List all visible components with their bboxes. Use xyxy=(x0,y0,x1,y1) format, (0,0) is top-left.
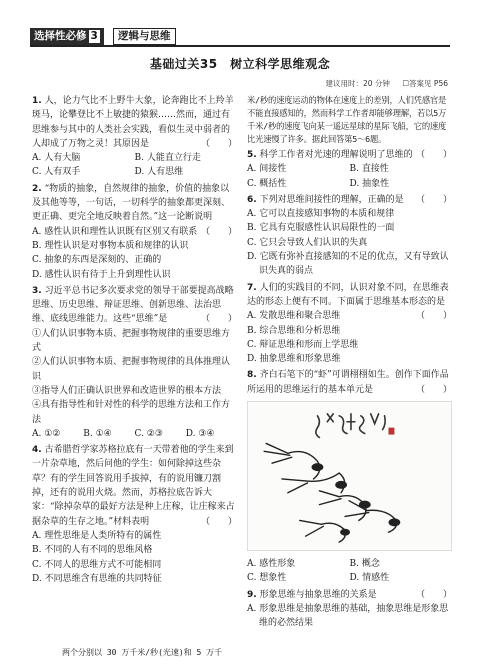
answer-paren: （ ） xyxy=(200,314,237,325)
option-c[interactable]: C. 抽象的东西是深刻的、正确的 xyxy=(32,255,162,266)
option-c[interactable]: C. 人有双手 xyxy=(32,167,81,178)
suggested-time: 建议用时：20 分钟 xyxy=(325,79,390,88)
answer-paren: （ ） xyxy=(200,138,237,149)
answer-reference: ☐答案见 P56 xyxy=(402,79,448,88)
lesson-meta xyxy=(315,78,448,89)
statement-2: ②人们认识事物本质、把握事物规律的具体推理认识 xyxy=(32,357,231,382)
header-divider xyxy=(30,45,450,47)
question-stem: 科学工作者对光速的理解说明了思维的 xyxy=(259,150,413,160)
option-a[interactable]: A. 发散思维和聚合思维 xyxy=(247,311,341,322)
option-c[interactable]: C. ②③ xyxy=(134,428,163,439)
question-6 xyxy=(247,193,452,279)
series-label: 选择性必修 xyxy=(34,30,87,42)
question-8 xyxy=(247,368,452,585)
statement-4: ④具有指导性和针对性的科学的思维方法和工作方法 xyxy=(32,400,231,425)
passage-start: 两个分别以 30 万千米/秒(光速)和 5 万千 xyxy=(62,648,223,657)
statement-3: ③指导人们正确认识世界和改造世界的根本方法 xyxy=(32,385,222,396)
option-a[interactable]: A. 形象思维是抽象思维的基础，抽象思维是形象思维的必然结果 xyxy=(247,603,449,629)
question-5 xyxy=(247,148,452,191)
question-number: 6. xyxy=(247,194,257,205)
answer-paren: （ ） xyxy=(415,384,452,395)
answer-paren: （ ） xyxy=(415,194,452,205)
option-d[interactable]: D. 人有思维 xyxy=(134,167,184,178)
answer-paren: （ ） xyxy=(415,589,452,600)
question-stem: 齐白石笔下的“虾”可谓栩栩如生。创作下面作品所运用的思维运行的基本单元是 xyxy=(247,370,449,395)
book-title: 逻辑与思维 xyxy=(113,28,176,45)
question-1 xyxy=(32,94,237,180)
option-b[interactable]: B. 直接性 xyxy=(349,164,389,175)
right-column xyxy=(247,94,452,633)
question-4 xyxy=(32,443,237,586)
option-b[interactable]: B. 人能直立行走 xyxy=(134,153,201,164)
option-a[interactable]: A. 人有大脑 xyxy=(32,153,81,164)
option-b[interactable]: B. 不同的人有不同的思维风格 xyxy=(32,545,153,556)
option-a[interactable]: A. 它可以直接感知事物的本质和规律 xyxy=(247,209,395,220)
answer-paren: （ ） xyxy=(200,226,237,237)
question-stem: 习近平总书记多次要求党的领导干部要提高战略思维、历史思维、辩证思维、创新思维、法治思维、底线思维能力。这些“思维”是 xyxy=(32,285,234,325)
option-d[interactable]: D. 抽象性 xyxy=(349,178,390,189)
shrimp-painting-image xyxy=(247,401,452,551)
option-b[interactable]: B. ①④ xyxy=(83,428,112,439)
lesson-title: 基础过关35 树立科学思维观念 xyxy=(149,57,331,71)
option-c[interactable]: C. 它只会导致人们认识的失真 xyxy=(247,237,368,248)
option-b[interactable]: B. 理性认识是对事物本质和规律的认识 xyxy=(32,240,189,251)
passage-continued: 米/秒的速度运动的物体在速度上的差别，人们凭感官是不能直接感知的，然而科学工作者却能够理解，若以5万千米/秒的速度飞向某一遥远星球的星际飞船，它的速度比光速慢了许多。据此回答第5～6题。 xyxy=(247,95,447,144)
question-stem: 人们的实践目的不同，认识对象不同，在思维表达的形态上便有不同。下面属于思维基本形态的是 xyxy=(247,282,449,307)
option-c[interactable]: C. 想象性 xyxy=(247,573,287,584)
question-number: 1. xyxy=(32,96,42,106)
answer-paren: （ ） xyxy=(200,516,237,527)
answer-paren: （ ） xyxy=(415,311,452,322)
option-b[interactable]: B. 概念 xyxy=(349,559,380,570)
question-9 xyxy=(247,588,452,631)
option-a[interactable]: A. ①② xyxy=(32,428,61,439)
question-number: 3. xyxy=(32,285,42,296)
page-header xyxy=(30,26,450,48)
option-c[interactable]: C. 概括性 xyxy=(247,178,287,189)
question-stem: “物质的抽象，自然规律的抽象，价值的抽象以及其他等等，一句话，一切科学的抽象都更深刻、更正确、更完全地反映着自然。”这一论断说明 xyxy=(32,183,231,223)
question-2 xyxy=(32,182,237,282)
series-number: 3 xyxy=(90,30,98,42)
option-a[interactable]: A. 间接性 xyxy=(247,164,287,175)
option-c[interactable]: C. 不同人的思维方式不可能相同 xyxy=(32,559,162,570)
option-d[interactable]: D. 它既有弥补直接感知的不足的优点，又有导致认识失真的弱点 xyxy=(247,252,449,277)
option-d[interactable]: D. 感性认识有待于上升到理性认识 xyxy=(32,269,171,280)
question-number: 5. xyxy=(247,150,257,160)
question-stem: 人，论力气比不上野牛大象，论奔跑比不上羚羊斑马，论攀登比不上敏捷的猿猴……然而，通过有思维参与其中的人类社会实践，看似生灵中弱者的人却成了万物之灵！其原因是 xyxy=(32,96,234,149)
option-b[interactable]: B. 综合思维和分析思维 xyxy=(247,325,341,336)
option-a[interactable]: A. 理性思维是人类所特有的属性 xyxy=(32,530,162,541)
option-c[interactable]: C. 辩证思维和形而上学思维 xyxy=(247,339,359,350)
left-column xyxy=(32,94,237,588)
answer-paren: （ ） xyxy=(415,150,452,160)
series-label-box xyxy=(30,28,104,45)
question-number: 9. xyxy=(247,589,257,600)
option-b[interactable]: B. 它具有克服感性认识局限性的一面 xyxy=(247,223,395,234)
option-d[interactable]: D. 抽象思维和形象思维 xyxy=(247,354,341,365)
question-number: 7. xyxy=(247,282,257,293)
question-stem: 古希腊哲学家苏格拉底有一天带着他的学生来到一片杂草地，然后问他的学生：如何除掉这些杂草？有的学生回答说用手拔掉，有的说用镰刀割掉，还有的说用火烧。然而，苏格拉底告诉大家：“除掉杂草的最好方法是种上庄稼，让庄稼来占据杂草的生存之地。”材料表明 xyxy=(32,445,235,527)
option-a[interactable]: A. 感性形象 xyxy=(247,559,296,570)
statement-1: ①人们认识事物本质、把握事物规律的重要思维方式 xyxy=(32,328,231,354)
option-d[interactable]: D. ③④ xyxy=(185,428,215,439)
option-a[interactable]: A. 感性认识和理性认识既有区别又有联系 xyxy=(32,226,198,237)
question-number: 2. xyxy=(32,183,42,194)
question-stem: 形象思维与抽象思维的关系是 xyxy=(259,589,377,600)
question-number: 8. xyxy=(247,370,257,381)
question-number: 4. xyxy=(32,445,42,456)
question-3 xyxy=(32,284,237,441)
option-d[interactable]: D. 不同思维含有思维的共同特征 xyxy=(32,573,162,584)
shrimp-painting-icon xyxy=(248,402,451,550)
question-stem: 下列对思维间接性的理解，正确的是 xyxy=(259,194,404,205)
option-d[interactable]: D. 情感性 xyxy=(349,573,390,584)
question-7 xyxy=(247,281,452,367)
